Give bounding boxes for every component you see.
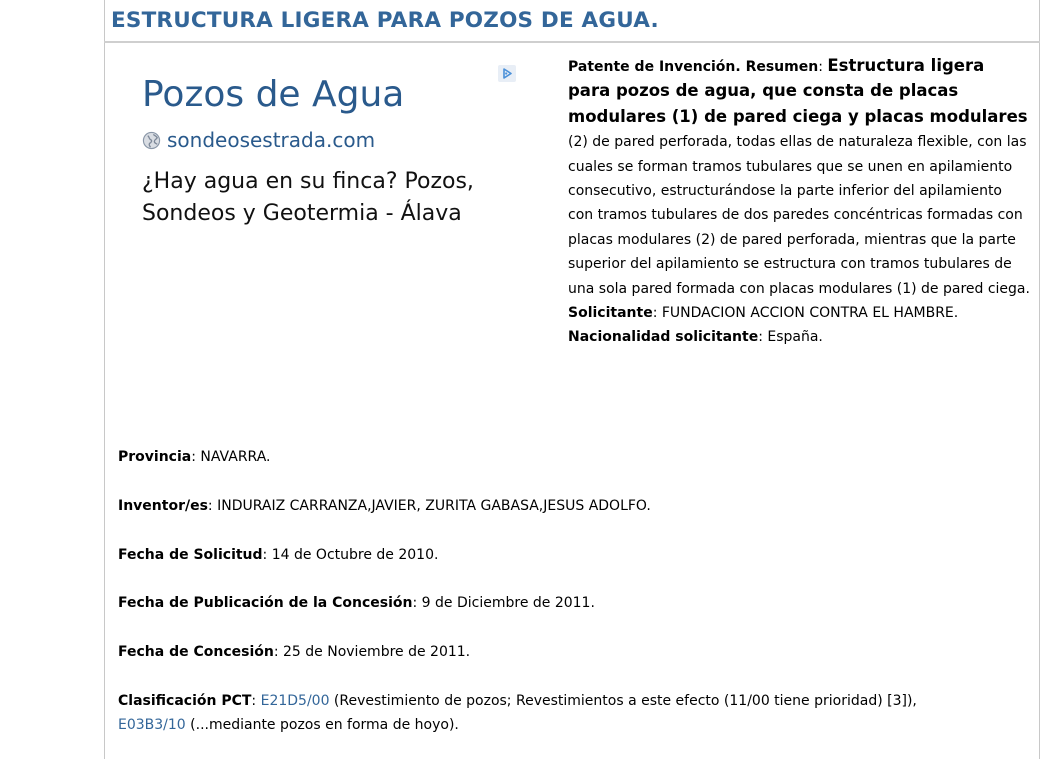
abstract-paragraph: Patente de Invención. Resumen: Estructura ligera para pozos de agua, que consta de placas modulares (1) de pared ciega y placas modulares (2) de pared perforada, todas ellas de naturaleza flexible, con las cuales se forman tramos tubulares que se unen en apilamiento consecutivo, estructurándose la parte inferior del apilamiento con tramos tubulares de dos paredes concéntricas formadas con placas modulares (2) de pared perforada, mientras que la parte superior del apilamiento se estructura con tramos tubulares de una sola pared formada con placas modulares (1) de pared ciega. (568, 56, 1030, 297)
abstract-label: Patente de Invención. Resumen (568, 59, 819, 75)
field-label: Nacionalidad solicitante (568, 329, 759, 346)
adchoices-icon[interactable] (498, 65, 516, 82)
ad-body-text[interactable]: ¿Hay agua en su finca? Pozos, Sondeos y Geotermia - Álava (142, 169, 474, 226)
pct-code-link[interactable]: E03B3/10 (118, 717, 186, 734)
field-label: Provincia (118, 449, 192, 465)
field-label: Fecha de Publicación de la Concesión (118, 595, 413, 611)
ad-block[interactable] (128, 58, 524, 358)
field-label: Inventor/es (118, 498, 208, 514)
field-solicitante: Solicitante: FUNDACION ACCION CONTRA EL HAMBRE. (568, 305, 959, 322)
field-fecha-publicacion: Fecha de Publicación de la Concesión: 9 de Diciembre de 2011. (118, 595, 595, 611)
title-divider (104, 41, 1040, 43)
ad-headline-link[interactable]: Pozos de Agua (142, 74, 405, 115)
field-inventores: Inventor/es: INDURAIZ CARRANZA,JAVIER, ZURITA GABASA,JESUS ADOLFO. (118, 498, 651, 514)
field-label: Solicitante (568, 305, 653, 322)
field-fecha-concesion: Fecha de Concesión: 25 de Noviembre de 2011. (118, 644, 471, 660)
field-value: 14 de Octubre de 2010. (271, 547, 439, 563)
abstract-section (568, 54, 1030, 350)
field-label: Fecha de Concesión (118, 644, 274, 660)
page-title: ESTRUCTURA LIGERA PARA POZOS DE AGUA. (111, 8, 659, 33)
abstract-text: (2) de pared perforada, todas ellas de naturaleza flexible, con las cuales se forman tramos tubulares que se unen en apilamiento consecutivo, estructurándose la parte inferior del apilamiento con tramos tubulares de dos paredes concéntricas formadas con placas modulares (2) de pared perforada, mientras que la parte superior del apilamiento se estructura con tramos tubulares de una sola pared formada con placas modulares (1) de pared ciega. (568, 134, 1030, 297)
field-value: NAVARRA. (200, 449, 271, 465)
field-value: INDURAIZ CARRANZA,JAVIER, ZURITA GABASA,JESUS ADOLFO. (217, 498, 651, 514)
globe-icon (142, 131, 161, 150)
field-provincia: Provincia: NAVARRA. (118, 449, 271, 465)
field-value: FUNDACION ACCION CONTRA EL HAMBRE. (661, 305, 959, 322)
ad-url-link[interactable]: sondeosestrada.com (167, 128, 376, 152)
field-nacionalidad: Nacionalidad solicitante: España. (568, 329, 823, 346)
pct-code-link[interactable]: E21D5/00 (260, 693, 330, 709)
field-clasificacion: Clasificación PCT: E21D5/00 (Revestimiento de pozos; Revestimientos a este efecto (11/00 tiene prioridad) [3]), E03B3/10 (...mediante pozos en forma de hoyo). (118, 693, 917, 734)
field-value: España. (767, 329, 823, 346)
abstract-emphasis: Estructura ligera para pozos de agua, que consta de placas modulares (1) de pared ciega y placas modulares (568, 56, 1028, 126)
field-value: 25 de Noviembre de 2011. (283, 644, 471, 660)
pct-code-description: (...mediante pozos en forma de hoyo). (185, 717, 459, 734)
field-value: 9 de Diciembre de 2011. (421, 595, 595, 611)
pct-code-description: (Revestimiento de pozos; Revestimientos a este efecto (11/00 tiene prioridad) [3]), (329, 693, 917, 709)
field-label: Clasificación PCT (118, 693, 252, 709)
ad-url-row[interactable] (142, 128, 375, 152)
field-label: Fecha de Solicitud (118, 547, 263, 563)
field-fecha-solicitud: Fecha de Solicitud: 14 de Octubre de 2010. (118, 547, 439, 563)
